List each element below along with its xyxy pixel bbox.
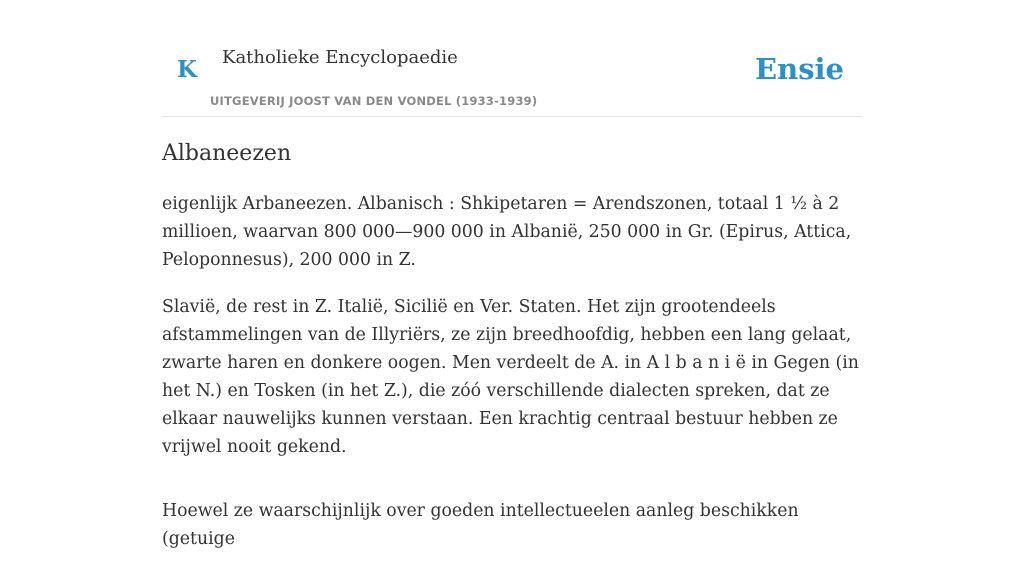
article-title: Albaneezen [162, 141, 292, 166]
book-title-link[interactable]: Katholieke Encyclopaedie [222, 47, 458, 68]
article-paragraph: eigenlijk Arbaneezen. Albanisch : Shkipetaren = Arendszonen, totaal 1 ½ à 2 millioen, waarvan 800 000—900 000 in Albanië, 250 000 in Gr. (Epirus, Attica, Peloponnesus), 200 000 in Z. [162, 194, 852, 270]
article-paragraph: Slavië, de rest in Z. Italië, Sicilië en Ver. Staten. Het zijn grootendeels afstammelingen van de Illyriërs, ze zijn breedhoofdig, hebben een lang gelaat, zwarte haren en donkere oogen. Men verdeelt de A. in A l b a n i ë in Gegen (in het N.) en Tosken (in het Z.), die zóó verschillende dialecten spreken, dat ze elkaar nauwelijks kunnen verstaan. Een krachtig centraal bestuur hebben ze vrijwel nooit gekend. [162, 297, 859, 457]
site-header [162, 0, 862, 117]
brand-logo-link[interactable]: Ensie [755, 52, 844, 86]
article-paragraph: Hoewel ze waarschijnlijk over goeden intellectueelen aanleg beschikken (getuige [162, 501, 799, 549]
book-logo[interactable]: K [177, 56, 197, 83]
publisher-label: UITGEVERIJ JOOST VAN DEN VONDEL (1933-1939) [210, 94, 538, 108]
article [162, 136, 862, 572]
